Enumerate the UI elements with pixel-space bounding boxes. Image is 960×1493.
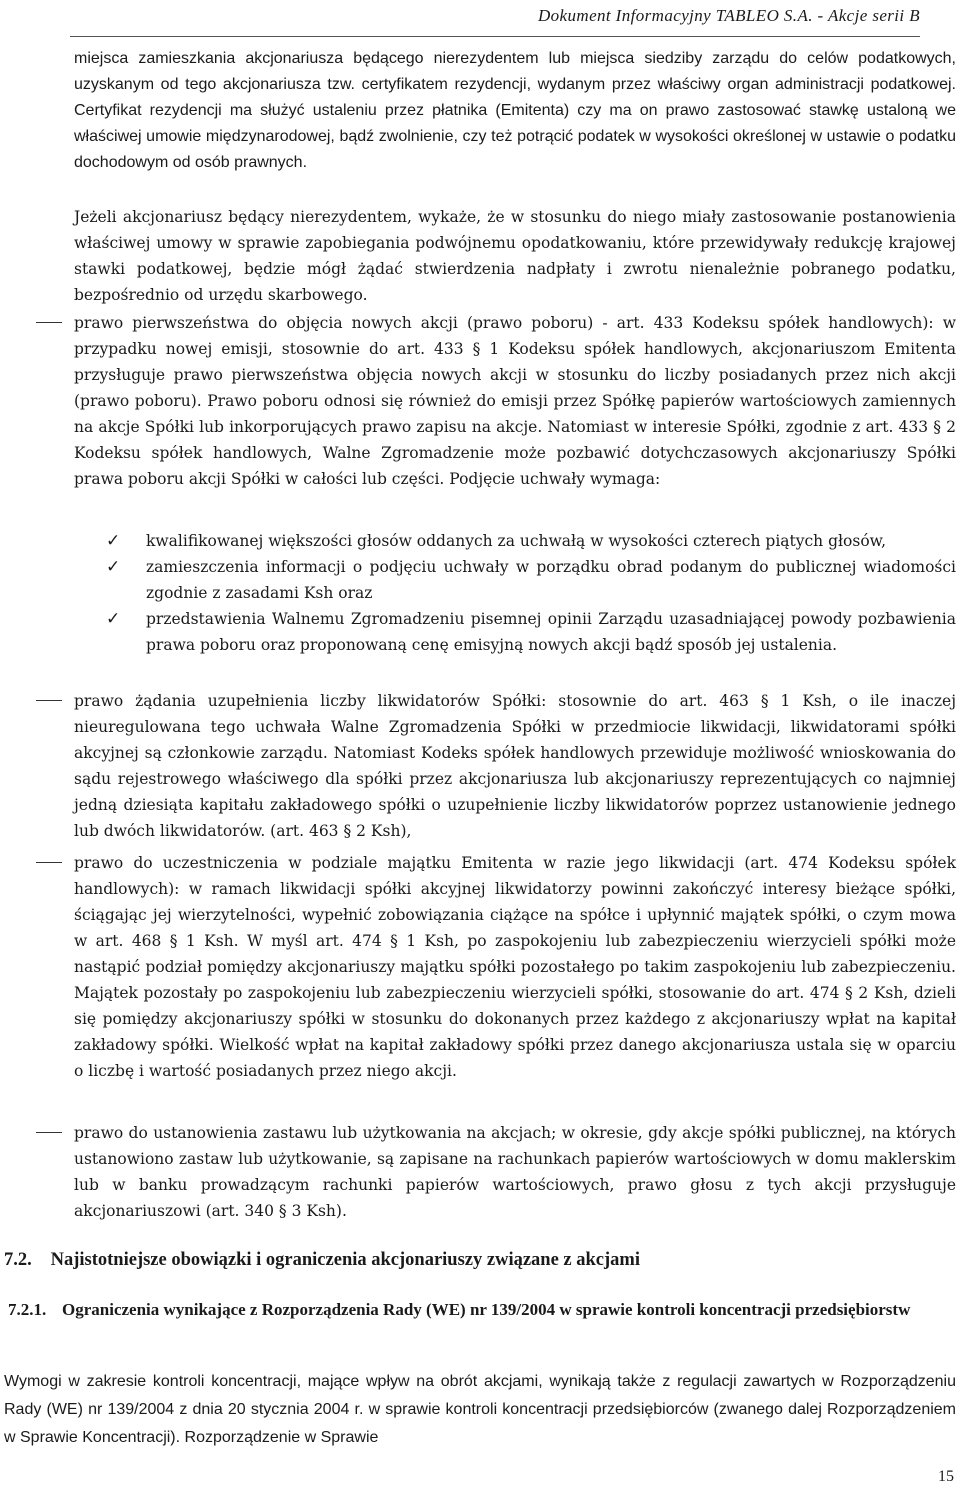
check-item: [106, 554, 956, 606]
list-item-text: prawo do ustanowienia zastawu lub użytkowania na akcjach; w okresie, gdy akcje spółki publicznej, na których ustanowiono zastaw lub użytkowanie, są zapisane na rachunkach papierów wartościowych w domu maklerskim lub w banku prowadzącym rachunki papierów wartościowych, prawo głosu z tych akcji przysługuje akcjonariuszowi (art. 340 § 3 Ksh).: [74, 1124, 956, 1220]
subsection-heading: [8, 1298, 956, 1322]
header-title: Dokument Informacyjny TABLEO S.A. - Akcje serii B: [537, 6, 920, 25]
section-number: 7.2.: [4, 1250, 32, 1270]
page-number: 15: [938, 1468, 954, 1485]
dash-bullet-icon: [36, 688, 62, 714]
subsection-title: Ograniczenia wynikające z Rozporządzenia Rady (WE) nr 139/2004 w sprawie kontroli koncentracji przedsiębiorstw: [62, 1300, 911, 1319]
intro-paragraph-2: [74, 204, 956, 308]
subsection-number: 7.2.1.: [8, 1300, 47, 1319]
header-divider: [70, 36, 920, 37]
final-paragraph: Wymogi w zakresie kontroli koncentracji, mające wpływ na obrót akcjami, wynikają także z regulacji zawartych w Rozporządzeniu Rady (WE) nr 139/2004 z dnia 20 stycznia 2004 r. w sprawie kontroli koncentracji przedsiębiorców (zwanego dalej Rozporządzeniem w Sprawie Koncentracji). Rozporządzenie w Sprawie: [4, 1373, 956, 1446]
intro-paragraph: miejsca zamieszkania akcjonariusza będącego nierezydentem lub miejsca siedziby zarządu do celów podatkowych, uzyskanym od tego akcjonariusza tzw. certyfikatem rezydencji, wydanym przez właściwy organ administracji podatkowej. Certyfikat rezydencji ma służyć ustaleniu przez płatnika (Emitenta) czy ma on prawo zastosować stawkę ustaloną we właściwej umowie międzynarodowej, bądź zwolnienie, czy też potrącić podatek w wysokości określonej w ustawie o podatku dochodowym od osób prawnych.: [74, 50, 956, 171]
section-title: Najistotniejsze obowiązki i ograniczenia akcjonariuszy związane z akcjami: [50, 1250, 640, 1270]
intro-paragraph-2-text: Jeżeli akcjonariusz będący nierezydentem, wykaże, że w stosunku do niego miały zastosowanie postanowienia właściwej umowy w sprawie zapobiegania podwójnemu opodatkowaniu, które przewidywały redukcję krajowej stawki podatkowej, będzie mógł żądać stwierdzenia nadpłaty i zwrotu nienależnie pobranego podatku, bezpośrednio od urzędu skarbowego.: [74, 208, 956, 304]
check-item: [106, 528, 956, 554]
check-list: [106, 528, 956, 658]
list-item-text: prawo żądania uzupełnienia liczby likwidatorów Spółki: stosownie do art. 463 § 1 Ksh, o ile inaczej nieuregulowana tego uchwała Walne Zgromadzenia Spółki w przedmiocie likwidacji, likwidatorami spółki akcyjnej są członkowie zarządu. Natomiast Kodeks spółek handlowych przewiduje możliwość wnioskowania do sądu rejestrowego właściwego dla spółki przez akcjonariusza lub akcjonariuszy reprezentujących co najmniej jedną dziesiąta kapitału zakładowego spółki o uzupełnienie liczby likwidatorów poprzez ustanowienie jednego lub dwóch likwidatorów. (art. 463 § 2 Ksh),: [74, 692, 956, 840]
check-mark-icon: ✓: [106, 531, 121, 551]
check-mark-icon: ✓: [106, 557, 121, 577]
check-item-text: kwalifikowanej większości głosów oddanych za uchwałą w wysokości czterech piątych głosów,: [146, 532, 887, 550]
dash-bullet-icon: [36, 310, 62, 336]
check-mark-icon: ✓: [106, 609, 121, 629]
list-item-text: prawo pierwszeństwa do objęcia nowych akcji (prawo poboru) - art. 433 Kodeksu spółek handlowych): w przypadku nowej emisji, stosownie do art. 433 § 1 Kodeksu spółek handlowych, akcjonariuszom Emitenta przysługuje prawo pierwszeństwa objęcia nowych akcji w stosunku do liczby posiadanych przez nich akcji (prawo poboru). Prawo poboru odnosi się również do emisji przez Spółkę papierów wartościowych zamiennych na akcje Spółki lub inkorporujących prawo zapisu na akcje. Natomiast w interesie Spółki, zgodnie z art. 433 § 2 Kodeksu spółek handlowych, Walne Zgromadzenie może pozbawić dotychczasowych akcjonariuszy Spółki prawa poboru akcji Spółki w całości lub części. Podjęcie uchwały wymaga:: [74, 314, 956, 488]
dash-bullet-icon: [36, 1120, 62, 1146]
check-item-text: przedstawienia Walnemu Zgromadzeniu pisemnej opinii Zarządu uzasadniającej powody pozbawienia prawa poboru oraz proponowaną cenę emisyjną nowych akcji bądź sposób jej ustalenia.: [146, 610, 956, 654]
check-item-text: zamieszczenia informacji o podjęciu uchwały w porządku obrad podanym do publicznej wiadomości zgodnie z zasadami Ksh oraz: [146, 558, 956, 602]
dash-bullet-icon: [36, 850, 62, 876]
check-item: [106, 606, 956, 658]
list-item-text: prawo do uczestniczenia w podziale majątku Emitenta w razie jego likwidacji (art. 474 Kodeksu spółek handlowych): w ramach likwidacji spółki akcyjnej likwidatorzy powinni zakończyć interesy bieżące spółki, ściągając jej wierzytelności, wypełnić zobowiązania ciążące na spółce i upłynnić majątek spółki, o czym mowa w art. 468 § 1 Ksh. W myśl art. 474 § 1 Ksh, po zaspokojeniu lub zabezpieczeniu wierzycieli spółki może nastąpić podział pomiędzy akcjonariuszy majątku spółki pozostałego po takim zaspokojeniu lub zabezpieczeniu. Majątek pozostały po zaspokojeniu lub zabezpieczeniu wierzycieli spółki, stosowanie do art. 474 § 2 Ksh, dzieli się pomiędzy akcjonariuszy spółki w stosunku do dokonanych przez każdego z akcjonariuszy wpłat na kapitał zakładowy spółki. Wielkość wpłat na kapitał zakładowy spółki przez danego akcjonariusza ustala się w oparciu o liczbę i wartość posiadanych przez niego akcji.: [74, 854, 956, 1080]
section-heading: [4, 1250, 640, 1271]
subsection-title-block: [8, 1298, 956, 1322]
